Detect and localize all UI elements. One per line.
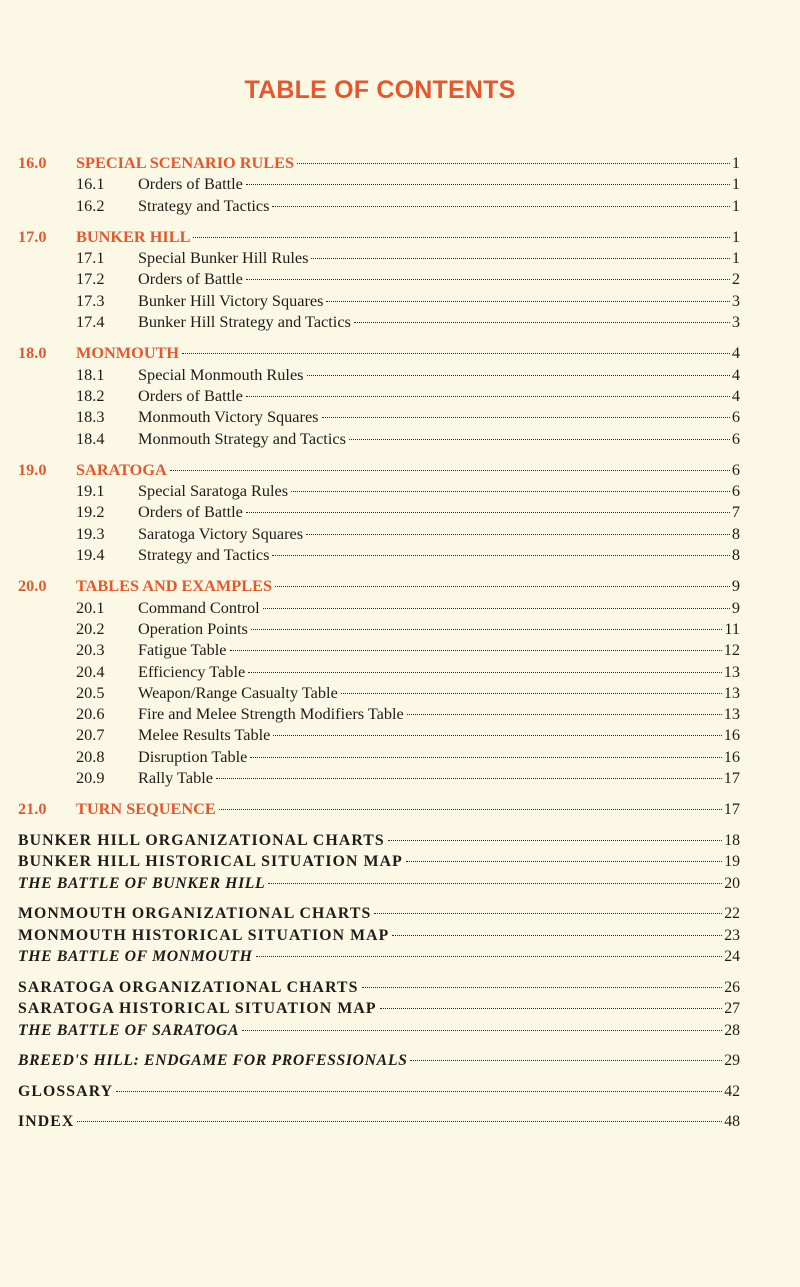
page-number: 4	[731, 343, 740, 363]
page-number: 1	[731, 195, 740, 215]
subsection-number: 16.2	[76, 195, 105, 215]
section-title: MONMOUTH	[76, 343, 180, 363]
page-number: 4	[731, 385, 740, 405]
appendix-title: GLOSSARY	[18, 1082, 114, 1100]
section-title: BUNKER HILL	[76, 226, 191, 246]
dot-leader	[380, 1008, 723, 1009]
dot-leader	[242, 1030, 722, 1031]
page-number: 42	[724, 1082, 740, 1100]
toc-subsection-entry[interactable]	[18, 703, 740, 724]
toc-subsection-entry[interactable]	[18, 173, 740, 194]
subsection-number: 20.1	[76, 597, 105, 617]
toc-appendix-entry[interactable]	[18, 977, 740, 999]
section-title: TURN SEQUENCE	[76, 799, 216, 819]
subsection-number: 19.4	[76, 545, 105, 565]
toc-appendix-entry[interactable]	[18, 1020, 740, 1042]
subsection-number: 18.1	[76, 364, 105, 384]
toc-appendix-group	[18, 903, 740, 968]
toc-section-entry[interactable]	[18, 798, 740, 819]
dot-leader	[263, 608, 730, 609]
subsection-title: Orders of Battle	[138, 502, 243, 522]
page-number: 7	[731, 502, 740, 522]
dot-leader	[246, 396, 730, 397]
toc-appendix-entry[interactable]	[18, 851, 740, 873]
page-number: 27	[724, 1000, 740, 1018]
dot-leader	[406, 861, 722, 862]
page-number: 17	[723, 768, 740, 788]
dot-leader	[230, 650, 722, 651]
appendix-title: THE BATTLE OF MONMOUTH	[18, 948, 253, 966]
dot-leader	[297, 163, 730, 164]
subsection-title: Monmouth Strategy and Tactics	[138, 428, 346, 448]
toc-appendix-entry[interactable]	[18, 873, 740, 895]
page-number: 6	[731, 407, 740, 427]
toc-appendix-group	[18, 1081, 740, 1103]
page-number: 19	[724, 853, 740, 871]
subsection-title: Strategy and Tactics	[138, 195, 270, 215]
toc-subsection-entry[interactable]	[18, 597, 740, 618]
page-number: 9	[731, 597, 740, 617]
toc-appendix-group	[18, 1050, 740, 1072]
dot-leader	[216, 778, 722, 779]
dot-leader	[246, 279, 730, 280]
subsection-title: Fire and Melee Strength Modifiers Table	[138, 704, 404, 724]
page-number: 8	[731, 523, 740, 543]
page-number: 6	[731, 428, 740, 448]
appendix-title: THE BATTLE OF BUNKER HILL	[18, 874, 266, 892]
dot-leader	[307, 375, 730, 376]
toc-section	[18, 798, 740, 819]
dot-leader	[170, 470, 730, 471]
toc-appendix-group	[18, 977, 740, 1042]
toc-section-entry[interactable]	[18, 152, 740, 173]
dot-leader	[388, 840, 722, 841]
toc-subsection-entry[interactable]	[18, 724, 740, 745]
toc-section-entry[interactable]	[18, 226, 740, 247]
subsection-title: Melee Results Table	[138, 725, 271, 745]
page-number: 8	[731, 545, 740, 565]
subsection-number: 17.1	[76, 248, 105, 268]
page-number: 48	[724, 1113, 740, 1131]
page-number: 13	[723, 704, 740, 724]
page-number: 1	[731, 174, 740, 194]
page-number: 6	[731, 459, 740, 479]
subsection-title: Bunker Hill Strategy and Tactics	[138, 312, 351, 332]
subsection-number: 18.4	[76, 428, 105, 448]
section-title: TABLES AND EXAMPLES	[76, 576, 273, 596]
toc-subsection-entry[interactable]	[18, 268, 740, 289]
dot-leader	[341, 693, 722, 694]
subsection-number: 20.3	[76, 640, 105, 660]
subsection-title: Special Bunker Hill Rules	[138, 248, 309, 268]
section-number: 17.0	[18, 226, 47, 246]
dot-leader	[407, 714, 722, 715]
subsection-title: Disruption Table	[138, 746, 248, 766]
dot-leader	[326, 301, 729, 302]
page-number: 12	[723, 640, 740, 660]
page-number: 29	[724, 1052, 740, 1070]
toc-subsection-entry[interactable]	[18, 385, 740, 406]
subsection-title: Fatigue Table	[138, 640, 227, 660]
subsection-number: 19.2	[76, 502, 105, 522]
section-number: 21.0	[18, 799, 47, 819]
appendix-title: MONMOUTH ORGANIZATIONAL CHARTS	[18, 905, 372, 923]
dot-leader	[311, 258, 729, 259]
page-number: 26	[724, 978, 740, 996]
toc-section	[18, 459, 740, 565]
page-number: 16	[723, 746, 740, 766]
dot-leader	[77, 1121, 722, 1122]
subsection-title: Orders of Battle	[138, 269, 243, 289]
appendix-title: SARATOGA ORGANIZATIONAL CHARTS	[18, 978, 359, 996]
subsection-title: Weapon/Range Casualty Table	[138, 682, 338, 702]
dot-leader	[349, 439, 730, 440]
toc-section-entry[interactable]	[18, 342, 740, 363]
toc-list	[18, 152, 740, 1142]
toc-subsection-entry[interactable]	[18, 480, 740, 501]
dot-leader	[116, 1091, 722, 1092]
dot-leader	[410, 1060, 722, 1061]
dot-leader	[374, 913, 722, 914]
subsection-number: 19.1	[76, 481, 105, 501]
subsection-title: Strategy and Tactics	[138, 545, 270, 565]
toc-subsection-entry[interactable]	[18, 767, 740, 788]
dot-leader	[248, 672, 722, 673]
toc-appendix-entry[interactable]	[18, 830, 740, 852]
subsection-number: 20.8	[76, 746, 105, 766]
toc-section	[18, 226, 740, 332]
toc-subsection-entry[interactable]	[18, 661, 740, 682]
dot-leader	[362, 987, 723, 988]
toc-subsection-entry[interactable]	[18, 364, 740, 385]
appendix-title: BREED'S HILL: ENDGAME FOR PROFESSIONALS	[18, 1052, 408, 1070]
toc-appendix-entry[interactable]	[18, 946, 740, 968]
page-number: 2	[731, 269, 740, 289]
appendix-title: BUNKER HILL HISTORICAL SITUATION MAP	[18, 853, 403, 871]
dot-leader	[306, 534, 730, 535]
toc-subsection-entry[interactable]	[18, 501, 740, 522]
toc-subsection-entry[interactable]	[18, 639, 740, 660]
toc-subsection-entry[interactable]	[18, 406, 740, 427]
page-number: 23	[724, 926, 740, 944]
dot-leader	[193, 237, 729, 238]
page-number: 13	[723, 661, 740, 681]
dot-leader	[219, 809, 722, 810]
section-number: 16.0	[18, 153, 47, 172]
toc-appendix-entry[interactable]	[18, 925, 740, 947]
page-number: 20	[724, 874, 740, 892]
dot-leader	[250, 757, 721, 758]
page-number: 1	[731, 248, 740, 268]
toc-appendix-entry[interactable]	[18, 1111, 740, 1133]
toc-section-entry[interactable]	[18, 575, 740, 596]
subsection-title: Command Control	[138, 597, 260, 617]
dot-leader	[354, 322, 730, 323]
toc-appendix-group	[18, 830, 740, 895]
page-number: 18	[724, 831, 740, 849]
subsection-number: 17.3	[76, 290, 105, 310]
dot-leader	[392, 935, 722, 936]
dot-leader	[273, 735, 721, 736]
toc-appendix-entry[interactable]	[18, 1050, 740, 1072]
subsection-number: 18.3	[76, 407, 105, 427]
toc-appendix-group	[18, 1111, 740, 1133]
toc-subsection-entry[interactable]	[18, 247, 740, 268]
toc-appendix-entry[interactable]	[18, 1081, 740, 1103]
toc-subsection-entry[interactable]	[18, 618, 740, 639]
subsection-number: 17.4	[76, 312, 105, 332]
page-number: 1	[731, 226, 740, 246]
dot-leader	[182, 353, 730, 354]
dot-leader	[272, 206, 729, 207]
subsection-title: Efficiency Table	[138, 661, 246, 681]
section-title: SPECIAL SCENARIO RULES	[76, 153, 295, 172]
toc-subsection-entry[interactable]	[18, 746, 740, 767]
subsection-title: Orders of Battle	[138, 385, 243, 405]
subsection-title: Special Saratoga Rules	[138, 481, 289, 501]
subsection-number: 20.4	[76, 661, 105, 681]
subsection-number: 19.3	[76, 523, 105, 543]
subsection-number: 20.2	[76, 618, 105, 638]
toc-subsection-entry[interactable]	[18, 195, 740, 216]
subsection-title: Orders of Battle	[138, 174, 243, 194]
page-number: 6	[731, 481, 740, 501]
appendix-title: SARATOGA HISTORICAL SITUATION MAP	[18, 1000, 377, 1018]
toc-subsection-entry[interactable]	[18, 311, 740, 332]
toc-section	[18, 342, 740, 448]
subsection-number: 18.2	[76, 385, 105, 405]
toc-section	[18, 575, 740, 788]
toc-section-entry[interactable]	[18, 459, 740, 480]
page-number: 22	[724, 905, 740, 923]
dot-leader	[246, 512, 730, 513]
subsection-title: Operation Points	[138, 618, 248, 638]
subsection-number: 17.2	[76, 269, 105, 289]
page-number: 1	[731, 153, 740, 172]
appendix-title: MONMOUTH HISTORICAL SITUATION MAP	[18, 926, 390, 944]
subsection-number: 20.9	[76, 768, 105, 788]
appendix-title: THE BATTLE OF SARATOGA	[18, 1021, 240, 1039]
subsection-title: Monmouth Victory Squares	[138, 407, 319, 427]
toc-subsection-entry[interactable]	[18, 523, 740, 544]
dot-leader	[272, 555, 729, 556]
toc-appendix-entry[interactable]	[18, 903, 740, 925]
toc-section	[18, 152, 740, 216]
dot-leader	[322, 417, 730, 418]
toc-subsection-entry[interactable]	[18, 290, 740, 311]
subsection-title: Rally Table	[138, 768, 213, 788]
section-title: SARATOGA	[76, 459, 167, 479]
toc-appendix-entry[interactable]	[18, 998, 740, 1020]
subsection-title: Saratoga Victory Squares	[138, 523, 304, 543]
page-number: 3	[731, 312, 740, 332]
dot-leader	[256, 956, 723, 957]
page-number: 11	[724, 618, 740, 638]
page-number: 4	[731, 364, 740, 384]
dot-leader	[251, 629, 722, 630]
section-number: 19.0	[18, 459, 47, 479]
section-number: 18.0	[18, 343, 47, 363]
subsection-number: 20.5	[76, 682, 105, 702]
toc-subsection-entry[interactable]	[18, 682, 740, 703]
dot-leader	[291, 491, 730, 492]
subsection-title: Special Monmouth Rules	[138, 364, 304, 384]
subsection-number: 16.1	[76, 174, 105, 194]
dot-leader	[246, 184, 730, 185]
page-number: 16	[723, 725, 740, 745]
page-number: 28	[724, 1021, 740, 1039]
toc-subsection-entry[interactable]	[18, 544, 740, 565]
subsection-title: Bunker Hill Victory Squares	[138, 290, 324, 310]
page-number: 13	[723, 682, 740, 702]
toc-subsection-entry[interactable]	[18, 428, 740, 449]
appendix-title: INDEX	[18, 1113, 75, 1131]
page-number: 9	[731, 576, 740, 596]
page-number: 3	[731, 290, 740, 310]
dot-leader	[268, 883, 722, 884]
page-number: 24	[724, 948, 740, 966]
page-number: 17	[723, 799, 740, 819]
appendix-title: BUNKER HILL ORGANIZATIONAL CHARTS	[18, 831, 385, 849]
dot-leader	[275, 586, 730, 587]
subsection-number: 20.7	[76, 725, 105, 745]
section-number: 20.0	[18, 576, 47, 596]
subsection-number: 20.6	[76, 704, 105, 724]
page-title: TABLE OF CONTENTS	[244, 76, 516, 104]
